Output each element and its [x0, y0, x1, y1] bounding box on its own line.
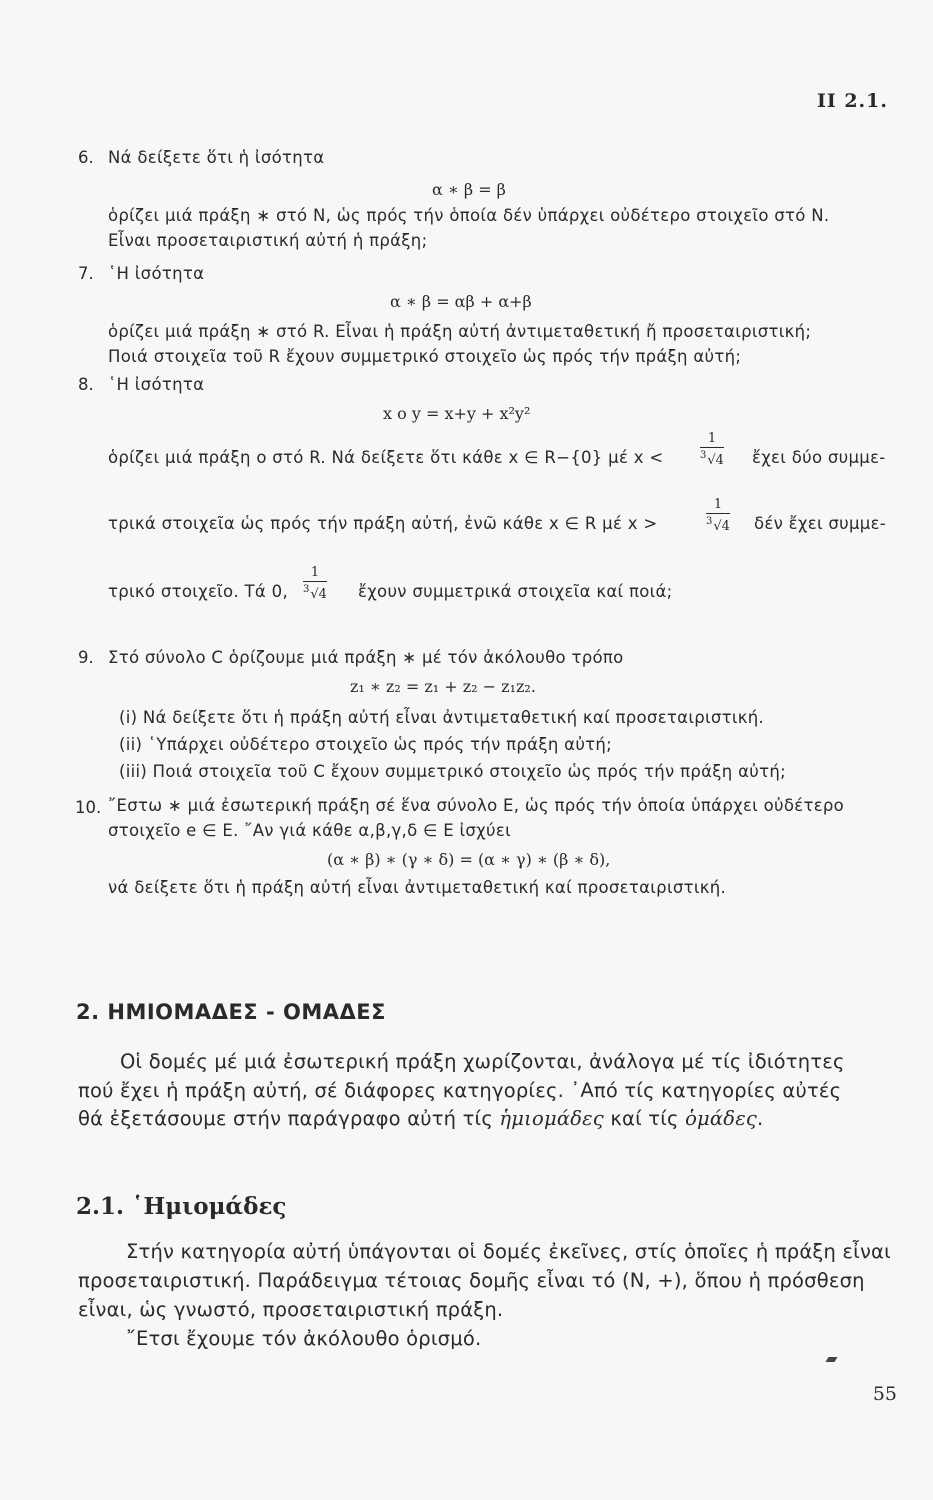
exercise-9-line1: Στό σύνολο C ὁρίζουμε μιά πράξη ∗ μέ τόν ἀκόλουθο τρόπο — [108, 648, 624, 667]
section-2-1-line4: ῎Ετσι ἔχουμε τόν ἀκόλουθο ὁρισμό. — [126, 1327, 482, 1350]
exercise-8-number: 8. — [78, 375, 94, 394]
fraction-2 — [706, 498, 730, 533]
exercise-8-line2a: ὁρίζει μιά πράξη o στό R. Νά δείξετε ὅτι κάθε x ∈ R−{0} μέ x < — [108, 448, 664, 467]
exercise-6-number: 6. — [78, 148, 94, 167]
exercise-8-line3b: δέν ἔχει συμμε- — [754, 514, 887, 533]
fraction-1 — [700, 432, 724, 467]
exercise-9-number: 9. — [78, 648, 94, 667]
exercise-9-item-ii: (ii) ῾Υπάρχει οὐδέτερο στοιχεῖο ὡς πρός τήν πράξη αὐτή; — [119, 735, 613, 754]
exercise-6-line2: ὁρίζει μιά πράξη ∗ στό N, ὡς πρός τήν ὁποία δέν ὑπάρχει οὐδέτερο στοιχεῖο στό N. — [108, 206, 830, 225]
exercise-10-line2: στοιχεῖο e ∈ E. ῎Αν γιά κάθε α,β,γ,δ ∈ E ἰσχύει — [108, 821, 511, 840]
exercise-8-line2b: ἔχει δύο συμμε- — [752, 448, 886, 467]
chapter-header: II 2.1. — [816, 90, 888, 112]
exercise-7-line3: Ποιά στοιχεῖα τοῦ R ἔχουν συμμετρικό στοιχεῖο ὡς πρός τήν πράξη αὐτή; — [108, 347, 742, 366]
fraction-3-denominator: $^3$√4 — [303, 584, 327, 602]
ink-mark — [826, 1357, 838, 1362]
term-semigroups: ἡμιομάδες — [499, 1107, 604, 1130]
section-2-heading: 2. ΗΜΙΟΜΑΔΕΣ - ΟΜΑΔΕΣ — [76, 1000, 386, 1024]
fraction-1-denominator: $^3$√4 — [700, 450, 724, 468]
section-2-1-heading: 2.1. ῾Ημιομάδες — [76, 1193, 287, 1220]
exercise-10-line1: ῎Εστω ∗ μιά ἐσωτερική πράξη σέ ἕνα σύνολο E, ὡς πρός τήν ὁποία ὑπάρχει οὐδέτερο — [108, 796, 845, 815]
exercise-9-item-i: (i) Νά δείξετε ὅτι ἡ πράξη αὐτή εἶναι ἀντιμεταθετική καί προσεταιριστική. — [119, 708, 765, 727]
fraction-3 — [303, 566, 327, 601]
exercise-8-equation: x o y = x+y + x²y² — [383, 404, 531, 423]
exercise-6-line1: Νά δείξετε ὅτι ἡ ἰσότητα — [108, 148, 325, 167]
term-groups: ὁμάδες — [685, 1107, 757, 1130]
fraction-2-denominator: $^3$√4 — [706, 516, 730, 534]
exercise-6-equation: α ∗ β = β — [432, 180, 506, 199]
fraction-2-numerator: 1 — [706, 498, 730, 514]
page-number: 55 — [872, 1383, 897, 1405]
exercise-8-line4b: ἔχουν συμμετρικά στοιχεῖα καί ποιά; — [358, 582, 673, 601]
fraction-3-numerator: 1 — [303, 566, 327, 582]
section-2-1-line3: εἶναι, ὡς γνωστό, προσεταιριστική πράξη. — [78, 1298, 504, 1321]
exercise-10-line3: νά δείξετε ὅτι ἡ πράξη αὐτή εἶναι ἀντιμεταθετική καί προσεταιριστική. — [108, 878, 727, 897]
exercise-6-line3: Εἶναι προσεταιριστική αὐτή ἡ πράξη; — [108, 231, 428, 250]
section-2-paragraph-line3: θά ἐξετάσουμε στήν παράγραφο αὐτή τίς ἡμιομάδες καί τίς ὁμάδες. — [78, 1107, 764, 1130]
section-2-paragraph-line2: πού ἔχει ἡ πράξη αὐτή, σέ διάφορες κατηγορίες. ᾿Από τίς κατηγορίες αὐτές — [78, 1079, 842, 1102]
section-2-paragraph-line1: Οἱ δομές μέ μιά ἐσωτερική πράξη χωρίζονται, ἀνάλογα μέ τίς ἰδιότητες — [120, 1050, 845, 1073]
exercise-9-equation: z₁ ∗ z₂ = z₁ + z₂ − z₁z₂. — [350, 677, 536, 696]
exercise-10-equation: (α ∗ β) ∗ (γ ∗ δ) = (α ∗ γ) ∗ (β ∗ δ), — [327, 850, 611, 869]
exercise-9-item-iii: (iii) Ποιά στοιχεῖα τοῦ C ἔχουν συμμετρικό στοιχεῖο ὡς πρός τήν πράξη αὐτή; — [119, 762, 786, 781]
exercise-8-line4a: τρικό στοιχεῖο. Τά 0, — [108, 582, 288, 601]
exercise-7-equation: α ∗ β = αβ + α+β — [390, 292, 532, 311]
exercise-7-line2: ὁρίζει μιά πράξη ∗ στό R. Εἶναι ἡ πράξη αὐτή ἀντιμεταθετική ἤ προσεταιριστική; — [108, 322, 812, 341]
exercise-8-line3a: τρικά στοιχεῖα ὡς πρός τήν πράξη αὐτή, ἐνῶ κάθε x ∈ R μέ x > — [108, 514, 658, 533]
exercise-8-line1: ῾Η ἰσότητα — [108, 375, 205, 394]
exercise-7-line1: ῾Η ἰσότητα — [108, 264, 205, 283]
exercise-7-number: 7. — [78, 264, 94, 283]
fraction-1-numerator: 1 — [700, 432, 724, 448]
section-2-1-line1: Στήν κατηγορία αὐτή ὑπάγονται οἱ δομές ἐκεῖνες, στίς ὁποῖες ἡ πράξη εἶναι — [126, 1240, 891, 1263]
exercise-10-number: 10. — [75, 798, 102, 817]
section-2-1-line2: προσεταιριστική. Παράδειγμα τέτοιας δομῆς εἶναι τό (N, +), ὅπου ἡ πρόσθεση — [78, 1269, 865, 1292]
